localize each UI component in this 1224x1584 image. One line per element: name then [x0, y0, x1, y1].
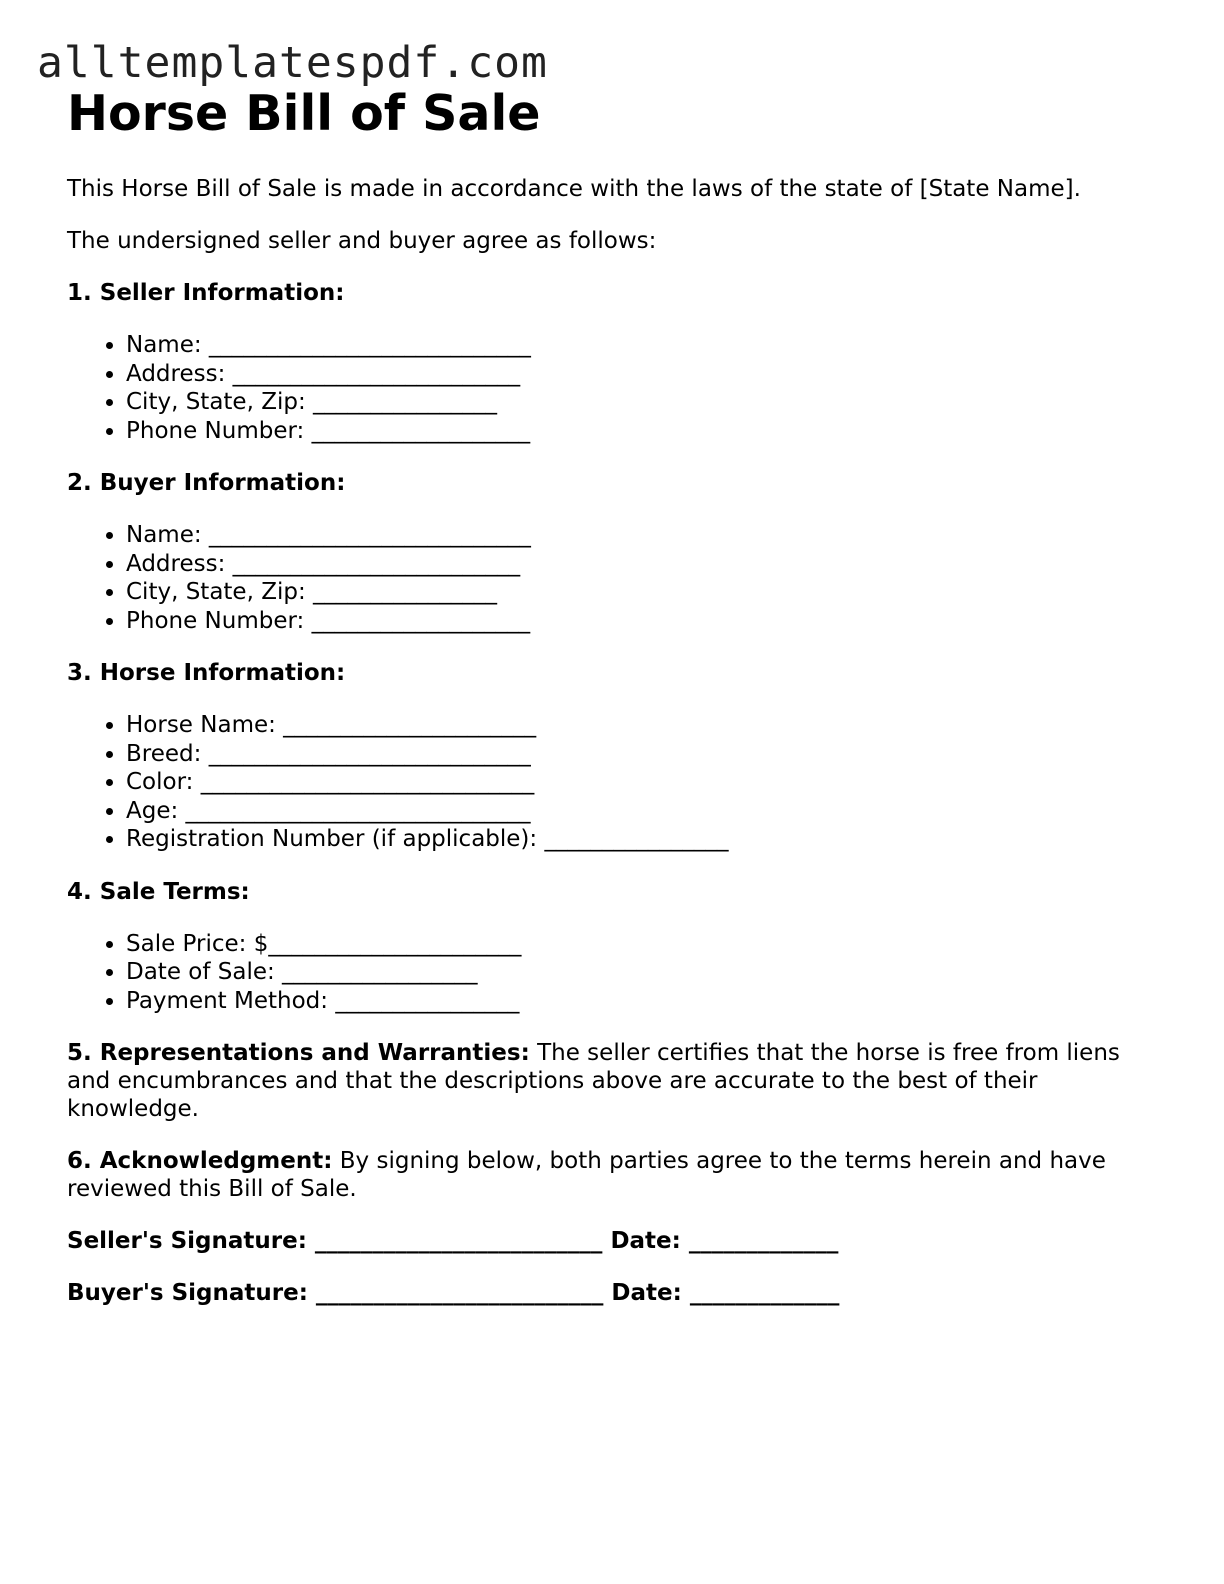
- horse-list: [67, 711, 1157, 854]
- warranties-paragraph: [67, 1039, 1157, 1123]
- seller-list: [67, 331, 1157, 445]
- buyer-phone-field[interactable]: • Phone Number: ___________________: [126, 607, 1157, 636]
- seller-signature-line[interactable]: Seller's Signature: _________________________ Date: _____________: [67, 1228, 839, 1254]
- page-title: Horse Bill of Sale: [67, 85, 541, 142]
- horse-age-field[interactable]: • Age: ______________________________: [126, 797, 1157, 826]
- seller-city-field[interactable]: • City, State, Zip: ________________: [126, 388, 1157, 417]
- watermark: alltemplatespdf.com: [37, 38, 548, 88]
- buyer-signature-line[interactable]: Buyer's Signature: _________________________ Date: _____________: [67, 1280, 840, 1306]
- horse-breed-field[interactable]: • Breed: ____________________________: [126, 740, 1157, 769]
- seller-heading: 1. Seller Information:: [67, 280, 345, 306]
- acknowledgment-text: By signing below, both parties agree to the terms herein and have reviewed this Bill of Sale.: [67, 1148, 1106, 1202]
- horse-registration-field[interactable]: • Registration Number (if applicable): ________________: [126, 825, 1157, 854]
- buyer-name-field[interactable]: • Name: ____________________________: [126, 521, 1157, 550]
- sale-date-field[interactable]: • Date of Sale: _________________: [126, 958, 1157, 987]
- seller-address-field[interactable]: • Address: _________________________: [126, 360, 1157, 389]
- agreement-paragraph: The undersigned seller and buyer agree as follows:: [67, 228, 657, 254]
- buyer-heading: 2. Buyer Information:: [67, 470, 346, 496]
- horse-color-field[interactable]: • Color: _____________________________: [126, 768, 1157, 797]
- warranties-heading: 5. Representations and Warranties:: [67, 1040, 530, 1066]
- terms-list: [67, 930, 1157, 1016]
- horse-heading: 3. Horse Information:: [67, 660, 346, 686]
- seller-phone-field[interactable]: • Phone Number: ___________________: [126, 417, 1157, 446]
- warranties-text: The seller certifies that the horse is free from liens and encumbrances and that the descriptions above are accurate to the best of their knowledge.: [67, 1040, 1120, 1122]
- document: [67, 84, 1157, 1330]
- payment-method-field[interactable]: • Payment Method: ________________: [126, 987, 1157, 1016]
- buyer-list: [67, 521, 1157, 635]
- sale-price-field[interactable]: • Sale Price: $______________________: [126, 930, 1157, 959]
- buyer-address-field[interactable]: • Address: _________________________: [126, 550, 1157, 579]
- acknowledgment-paragraph: [67, 1147, 1157, 1203]
- buyer-city-field[interactable]: • City, State, Zip: ________________: [126, 578, 1157, 607]
- seller-name-field[interactable]: • Name: ____________________________: [126, 331, 1157, 360]
- acknowledgment-heading: 6. Acknowledgment:: [67, 1148, 333, 1174]
- terms-heading: 4. Sale Terms:: [67, 878, 250, 905]
- intro-paragraph: This Horse Bill of Sale is made in accordance with the laws of the state of [State Name].: [67, 176, 1081, 202]
- horse-name-field[interactable]: • Horse Name: ______________________: [126, 711, 1157, 740]
